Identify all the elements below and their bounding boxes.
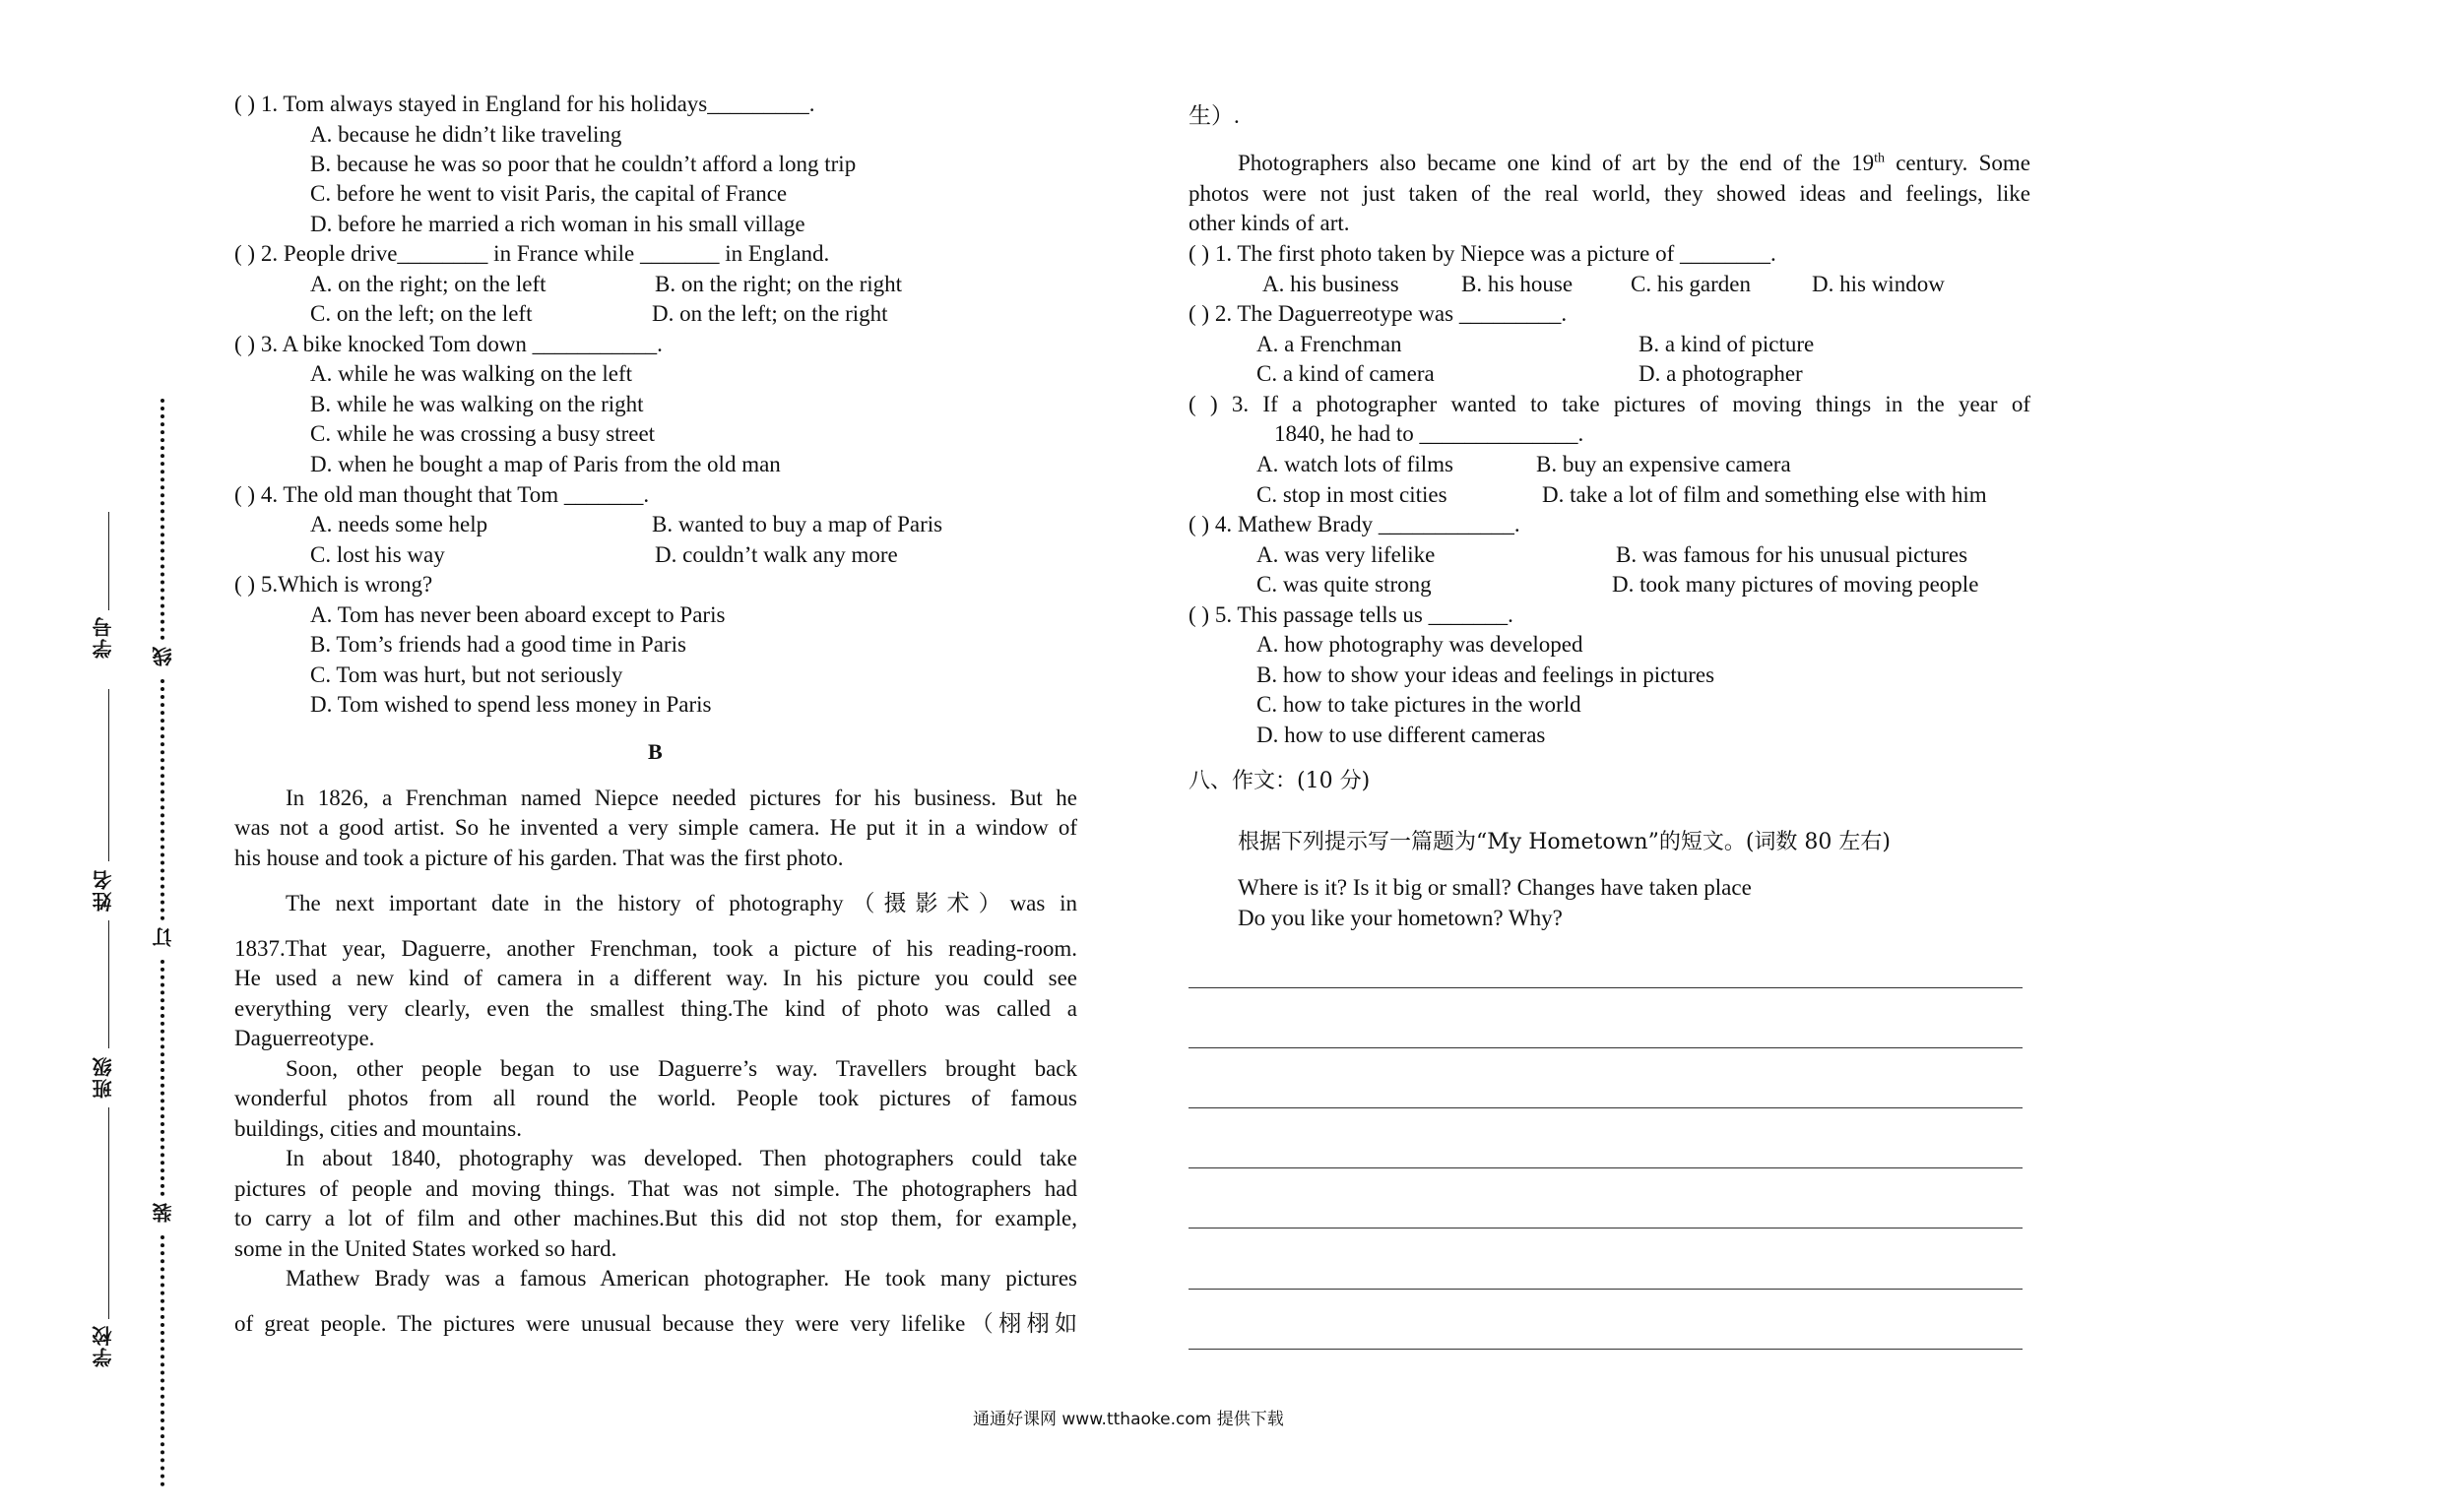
- option: B. a kind of picture: [1639, 332, 1815, 356]
- passage-line: In about 1840, photography was developed. Then photographers could take: [286, 1146, 1077, 1170]
- footer-credit: 通通好课网 www.tthaoke.com 提供下载: [973, 1410, 1284, 1429]
- writing-line[interactable]: [1189, 1167, 2023, 1168]
- passage-line: was not a good artist. So he invented a very simple camera. He put it in a window of: [234, 815, 1077, 840]
- option: A. on the right; on the left: [310, 272, 546, 296]
- option: A. while he was walking on the left: [310, 361, 633, 386]
- question-stem: ( ) 5. This passage tells us _______.: [1189, 602, 1513, 627]
- option: C. a kind of camera: [1256, 361, 1435, 386]
- passage-line: photos were not just taken of the real world, they showed ideas and feelings, like: [1189, 181, 2030, 206]
- margin-line: [108, 512, 109, 610]
- option: A. was very lifelike: [1256, 542, 1436, 567]
- passage-line: Mathew Brady was a famous American photographer. He took many pictures: [286, 1266, 1077, 1291]
- option: C. on the left; on the left: [310, 301, 533, 326]
- option: D. before he married a rich woman in his small village: [310, 212, 805, 236]
- writing-line[interactable]: [1189, 1107, 2023, 1108]
- writing-line[interactable]: [1189, 1289, 2023, 1290]
- passage-line: 1837.That year, Daguerre, another Frenchman, took a picture of his reading-room.: [234, 936, 1077, 961]
- question-stem: ( ) 1. The first photo taken by Niepce was a picture of ________.: [1189, 241, 1776, 266]
- option: B. while he was walking on the right: [310, 392, 644, 416]
- option: C. his garden: [1631, 272, 1752, 296]
- option: B. buy an expensive camera: [1536, 452, 1791, 476]
- option: B. on the right; on the right: [655, 272, 903, 296]
- passage-line: wonderful photos from all round the world. People took pictures of famous: [234, 1086, 1077, 1110]
- passage-line: The next important date in the history of photography（摄影术）was in: [286, 891, 1077, 915]
- passage-line: some in the United States worked so hard.: [234, 1236, 617, 1261]
- option: D. a photographer: [1639, 361, 1803, 386]
- option: B. wanted to buy a map of Paris: [652, 512, 943, 536]
- composition-heading: 八、作文：(10 分): [1189, 769, 1371, 793]
- passage-line: Daguerreotype.: [234, 1026, 375, 1050]
- cut-dotted-line: [161, 960, 164, 1196]
- passage-text: century. Some: [1885, 151, 2030, 175]
- option: C. lost his way: [310, 542, 445, 567]
- passage-line: everything very clearly, even the smallest thing.The kind of photo was called a: [234, 996, 1077, 1021]
- writing-line[interactable]: [1189, 1047, 2023, 1048]
- option: A. because he didn’t like traveling: [310, 122, 622, 147]
- option: B. Tom’s friends had a good time in Paris: [310, 632, 686, 657]
- superscript: th: [1874, 151, 1886, 166]
- option: B. his house: [1461, 272, 1574, 296]
- passage-line: Soon, other people began to use Daguerre’s way. Travellers brought back: [286, 1056, 1077, 1081]
- question-stem: ( ) 2. People drive________ in France while _______ in England.: [234, 241, 830, 266]
- passage-line: other kinds of art.: [1189, 211, 1350, 235]
- class-label: 班级: [92, 1055, 115, 1099]
- composition-hint: Do you like your hometown? Why?: [1238, 906, 1563, 930]
- margin-line: [108, 689, 109, 861]
- composition-hint: Where is it? Is it big or small? Changes have taken place: [1238, 875, 1752, 900]
- option: A. needs some help: [310, 512, 488, 536]
- section-b-heading: B: [648, 739, 663, 764]
- passage-line: to carry a lot of film and other machines.But this did not stop them, for example,: [234, 1206, 1077, 1230]
- option: A. Tom has never been aboard except to Paris: [310, 602, 726, 627]
- option: D. when he bought a map of Paris from the old man: [310, 452, 781, 476]
- passage-line: buildings, cities and mountains.: [234, 1116, 522, 1141]
- option: D. how to use different cameras: [1256, 723, 1546, 747]
- option: A. watch lots of films: [1256, 452, 1453, 476]
- question-stem: ( ) 2. The Daguerreotype was _________.: [1189, 301, 1568, 326]
- question-stem: ( ) 3. If a photographer wanted to take pictures of moving things in the year of: [1189, 392, 2030, 416]
- option: D. take a lot of film and something else with him: [1542, 482, 1987, 507]
- option: B. because he was so poor that he couldn’t afford a long trip: [310, 152, 857, 176]
- option: C. Tom was hurt, but not seriously: [310, 662, 623, 687]
- option: A. his business: [1262, 272, 1399, 296]
- option: C. how to take pictures in the world: [1256, 692, 1581, 717]
- cut-mark-line: 线: [152, 645, 175, 666]
- question-stem-cont: 1840, he had to ______________.: [1274, 421, 1584, 446]
- option: D. his window: [1812, 272, 1945, 296]
- student-no-label: 学号: [92, 615, 115, 659]
- school-label: 学校: [92, 1324, 115, 1367]
- option: B. was famous for his unusual pictures: [1616, 542, 1968, 567]
- question-stem: ( ) 3. A bike knocked Tom down ___________.: [234, 332, 663, 356]
- writing-line[interactable]: [1189, 987, 2023, 988]
- passage-line: In 1826, a Frenchman named Niepce needed pictures for his business. But he: [286, 786, 1077, 810]
- passage-line: He used a new kind of camera in a different way. In his picture you could see: [234, 966, 1077, 990]
- option: D. Tom wished to spend less money in Paris: [310, 692, 712, 717]
- cut-dotted-line: [161, 679, 164, 920]
- passage-line: his house and took a picture of his garden. That was the first photo.: [234, 846, 844, 870]
- option: D. couldn’t walk any more: [655, 542, 898, 567]
- option: D. took many pictures of moving people: [1612, 572, 1979, 597]
- passage-line: [1238, 149, 2030, 178]
- option: D. on the left; on the right: [652, 301, 888, 326]
- passage-continuation: 生）.: [1189, 103, 1240, 128]
- question-stem: ( ) 4. The old man thought that Tom _______.: [234, 482, 650, 507]
- passage-text: Photographers also became one kind of art by the end of the 19: [1238, 151, 1875, 175]
- cut-dotted-line: [161, 399, 164, 640]
- option: C. while he was crossing a busy street: [310, 421, 656, 446]
- margin-line: [108, 1107, 109, 1319]
- passage-line: pictures of people and moving things. That was not simple. The photographers had: [234, 1176, 1077, 1201]
- composition-instruction: 根据下列提示写一篇题为“My Hometown”的短文。(词数 80 左右): [1238, 830, 1891, 854]
- cut-mark-zhuang: 装: [152, 1201, 175, 1223]
- option: C. before he went to visit Paris, the capital of France: [310, 181, 788, 206]
- question-stem: ( ) 4. Mathew Brady ____________.: [1189, 512, 1520, 536]
- passage-line: of great people. The pictures were unusual because they were very lifelike（栩栩如: [234, 1311, 1077, 1336]
- option: C. stop in most cities: [1256, 482, 1447, 507]
- option: B. how to show your ideas and feelings in pictures: [1256, 662, 1715, 687]
- cut-mark-ding: 订: [152, 925, 175, 947]
- option: A. a Frenchman: [1256, 332, 1402, 356]
- cut-dotted-line: [161, 1235, 164, 1486]
- option: C. was quite strong: [1256, 572, 1432, 597]
- question-stem: ( ) 5.Which is wrong?: [234, 572, 433, 597]
- name-label: 姓名: [92, 868, 115, 912]
- question-stem: ( ) 1. Tom always stayed in England for his holidays_________.: [234, 92, 815, 116]
- margin-line: [108, 920, 109, 1048]
- writing-line[interactable]: [1189, 1349, 2023, 1350]
- option: A. how photography was developed: [1256, 632, 1583, 657]
